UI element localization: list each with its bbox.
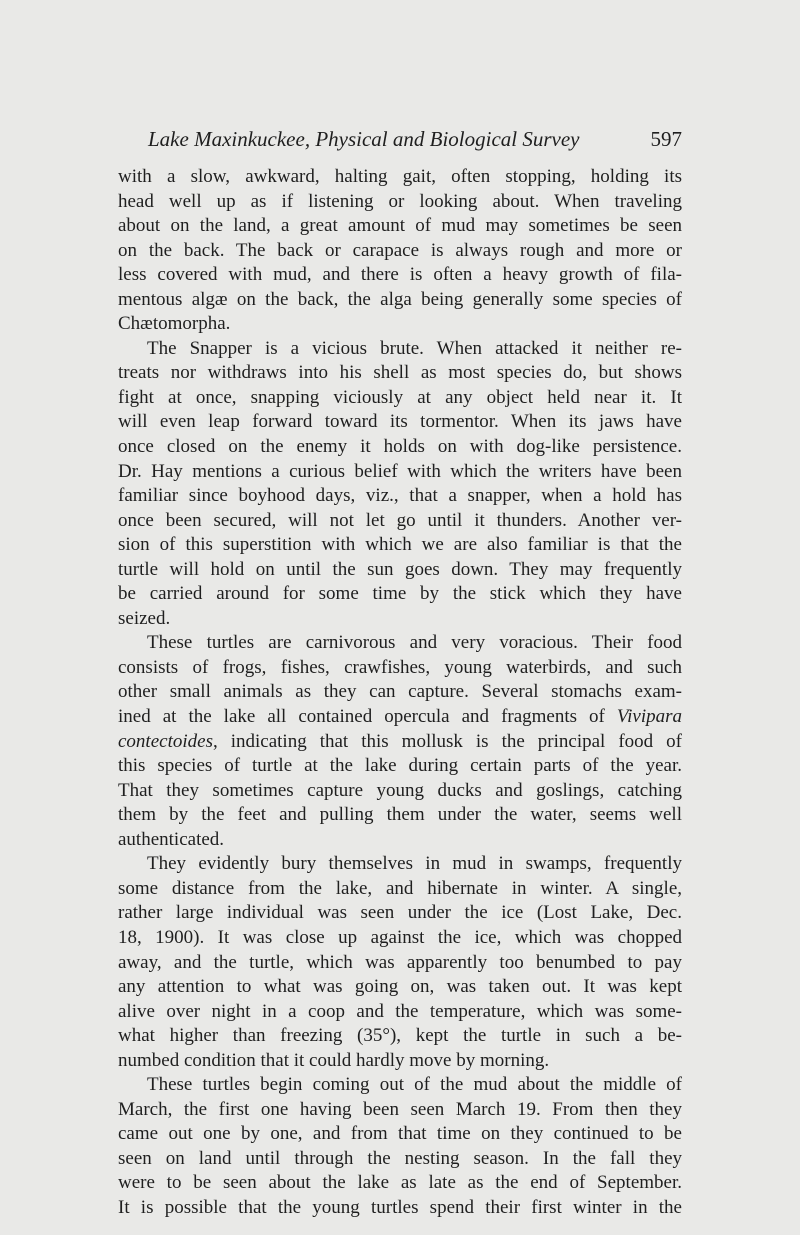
text-line: once been secured, will not let go until it thunders. Another ver- (118, 509, 682, 531)
text-line: them by the feet and pulling them under the water, seems well (118, 804, 682, 826)
text-line: some distance from the lake, and hibernate in winter. A single, (118, 877, 682, 899)
text-line (118, 705, 682, 730)
text-line: It is possible that the young turtles spend their first winter in the (118, 1196, 682, 1218)
text-line: turtle will hold on until the sun goes down. They may frequently (118, 558, 682, 580)
text-line: seized. (118, 607, 171, 629)
text-line: with a slow, awkward, halting gait, often stopping, holding its (118, 166, 682, 187)
text-line: They evidently bury themselves in mud in swamps, frequently (147, 853, 682, 875)
text-line: this species of turtle at the lake during certain parts of the year. (118, 755, 682, 777)
text-line: any attention to what was going on, was taken out. It was kept (118, 976, 682, 998)
text-line: seen on land until through the nesting season. In the fall they (118, 1147, 682, 1169)
text-line: about on the land, a great amount of mud may sometimes be seen (118, 215, 682, 237)
text-line: authenticated. (118, 828, 225, 850)
italic-term-vivipara: Vivipara (616, 706, 682, 728)
text-line: once closed on the enemy it holds on with dog-like persistence. (118, 436, 682, 458)
text-line: on the back. The back or carapace is always rough and more or (118, 239, 682, 261)
text-line: fight at once, snapping viciously at any object held near it. It (118, 386, 682, 408)
text-line: Dr. Hay mentions a curious belief with which the writers have been (118, 460, 682, 482)
text-line: less covered with mud, and there is often a heavy growth of fila- (118, 264, 682, 286)
text-line: 18, 1900). It was close up against the ice, which was chopped (118, 926, 682, 948)
text-line (118, 730, 682, 755)
running-head (148, 124, 682, 154)
text-line: familiar since boyhood days, viz., that a snapper, when a hold has (118, 485, 682, 507)
text-line: These turtles begin coming out of the mud about the middle of (147, 1074, 682, 1096)
text-line: were to be seen about the lake as late as the end of September. (118, 1172, 682, 1194)
text-line: The Snapper is a vicious brute. When attacked it neither re- (147, 337, 682, 359)
text-line: will even leap forward toward its tormentor. When its jaws have (118, 411, 682, 433)
text-line: alive over night in a coop and the temperature, which was some- (118, 1000, 682, 1022)
text-line: March, the first one having been seen March 19. From then they (118, 1098, 682, 1120)
text-line: other small animals as they can capture. Several stomachs exam- (118, 681, 682, 703)
text-line-run: ined at the lake all contained opercula and fragments of (118, 706, 617, 728)
text-line: These turtles are carnivorous and very voracious. Their food (147, 632, 682, 654)
text-line: came out one by one, and from that time on they continued to be (118, 1123, 682, 1145)
text-line: be carried around for some time by the stick which they have (118, 583, 682, 605)
body-text (118, 165, 682, 1221)
text-line: consists of frogs, fishes, crawfishes, young waterbirds, and such (118, 656, 682, 678)
text-line: rather large individual was seen under the ice (Lost Lake, Dec. (118, 902, 682, 924)
text-line: what higher than freezing (35°), kept the turtle in such a be- (118, 1025, 682, 1047)
text-line: mentous algæ on the back, the alga being generally some species of (118, 288, 682, 310)
text-line: away, and the turtle, which was apparently too benumbed to pay (118, 951, 682, 973)
text-line: That they sometimes capture young ducks and goslings, catching (118, 779, 682, 801)
text-line: numbed condition that it could hardly move by morning. (118, 1049, 550, 1071)
text-line: head well up as if listening or looking about. When traveling (118, 190, 682, 212)
italic-term-contectoides: contectoides (118, 730, 213, 752)
running-title: Lake Maxinkuckee, Physical and Biological Survey (148, 127, 580, 151)
text-line: Chætomorpha. (118, 313, 231, 335)
text-line: sion of this superstition with which we are also familiar is that the (118, 534, 682, 556)
text-line-run: , indicating that this mollusk is the principal food of (212, 730, 682, 752)
text-line: treats nor withdraws into his shell as most species do, but shows (118, 362, 682, 384)
page-number: 597 (650, 127, 682, 151)
